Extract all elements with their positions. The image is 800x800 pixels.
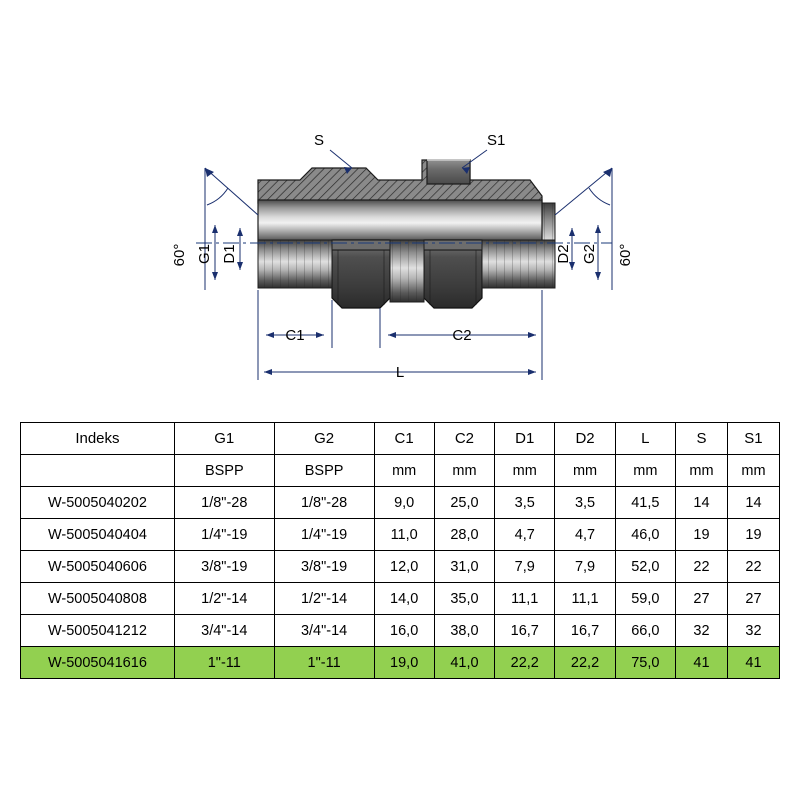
cell-d1: 16,7 [495, 615, 555, 647]
cell-d1: 3,5 [495, 487, 555, 519]
cell-d2: 4,7 [555, 519, 615, 551]
cell-d2: 16,7 [555, 615, 615, 647]
cell-s: 32 [675, 615, 727, 647]
label-angle-left: 60° [171, 243, 188, 267]
cell-s: 22 [675, 551, 727, 583]
nut-gap [390, 240, 424, 302]
table-row [21, 519, 780, 551]
angle-left-line-a [205, 168, 258, 215]
unit-cell-s1: mm [727, 455, 779, 487]
header-cell-g2: G2 [274, 423, 374, 455]
table-units-row [21, 455, 780, 487]
unit-cell-g1: BSPP [174, 455, 274, 487]
spec-table [20, 422, 780, 679]
header-cell-d1: D1 [495, 423, 555, 455]
unit-cell-g2: BSPP [274, 455, 374, 487]
cell-indeks: W-5005040404 [21, 519, 175, 551]
table-row [21, 583, 780, 615]
tab-s [312, 168, 366, 186]
unit-cell-indeks [21, 455, 175, 487]
cell-d2: 11,1 [555, 583, 615, 615]
cell-d1: 22,2 [495, 647, 555, 679]
cell-g2: 3/8"-19 [274, 551, 374, 583]
header-cell-l: L [615, 423, 675, 455]
cell-g1: 1/2"-14 [174, 583, 274, 615]
hex-nut-1 [332, 240, 390, 308]
cell-g2: 1/8"-28 [274, 487, 374, 519]
header-cell-indeks: Indeks [21, 423, 175, 455]
cell-s: 14 [675, 487, 727, 519]
leader-s1 [462, 150, 487, 168]
cell-s: 27 [675, 583, 727, 615]
hex-nut-2 [424, 240, 482, 308]
cell-c2: 35,0 [434, 583, 494, 615]
cell-d1: 11,1 [495, 583, 555, 615]
cell-c2: 28,0 [434, 519, 494, 551]
cell-g2: 1"-11 [274, 647, 374, 679]
cell-g1: 1"-11 [174, 647, 274, 679]
cell-l: 52,0 [615, 551, 675, 583]
cell-g2: 1/2"-14 [274, 583, 374, 615]
cell-s: 41 [675, 647, 727, 679]
cell-s1: 41 [727, 647, 779, 679]
header-cell-s1: S1 [727, 423, 779, 455]
spec-table-body [21, 423, 780, 679]
unit-cell-s: mm [675, 455, 727, 487]
label-g2: G2 [581, 243, 598, 265]
cell-indeks: W-5005040202 [21, 487, 175, 519]
cell-l: 66,0 [615, 615, 675, 647]
label-g1: G1 [196, 243, 213, 265]
cell-d2: 3,5 [555, 487, 615, 519]
cell-indeks: W-5005041212 [21, 615, 175, 647]
cell-d2: 22,2 [555, 647, 615, 679]
cell-c1: 19,0 [374, 647, 434, 679]
cell-s1: 27 [727, 583, 779, 615]
cell-indeks: W-5005040808 [21, 583, 175, 615]
cell-g1: 1/4"-19 [174, 519, 274, 551]
cell-c1: 9,0 [374, 487, 434, 519]
body-band [258, 200, 542, 244]
cell-c1: 12,0 [374, 551, 434, 583]
cell-c2: 41,0 [434, 647, 494, 679]
header-cell-c1: C1 [374, 423, 434, 455]
header-cell-c2: C2 [434, 423, 494, 455]
unit-cell-d1: mm [495, 455, 555, 487]
unit-cell-l: mm [615, 455, 675, 487]
spec-table-wrap [20, 422, 780, 679]
cell-c1: 11,0 [374, 519, 434, 551]
label-s: S [314, 132, 325, 149]
table-row-highlighted [21, 647, 780, 679]
cell-l: 46,0 [615, 519, 675, 551]
angle-right-arc [589, 188, 610, 205]
cell-s1: 32 [727, 615, 779, 647]
label-l: L [395, 364, 405, 381]
header-cell-d2: D2 [555, 423, 615, 455]
label-c1: C1 [285, 327, 305, 344]
cell-s: 19 [675, 519, 727, 551]
cell-d2: 7,9 [555, 551, 615, 583]
label-d1: D1 [221, 244, 238, 264]
label-c2: C2 [452, 327, 472, 344]
unit-cell-c2: mm [434, 455, 494, 487]
cell-c2: 25,0 [434, 487, 494, 519]
leader-s [330, 150, 352, 168]
tab-s1 [427, 160, 470, 184]
cell-c2: 31,0 [434, 551, 494, 583]
fitting-illustration [196, 160, 612, 308]
cell-g2: 1/4"-19 [274, 519, 374, 551]
cell-l: 59,0 [615, 583, 675, 615]
label-d2: D2 [555, 244, 572, 264]
cell-indeks: W-5005040606 [21, 551, 175, 583]
cell-s1: 19 [727, 519, 779, 551]
header-cell-s: S [675, 423, 727, 455]
cell-l: 75,0 [615, 647, 675, 679]
cell-g1: 3/4"-14 [174, 615, 274, 647]
cell-c2: 38,0 [434, 615, 494, 647]
cell-l: 41,5 [615, 487, 675, 519]
unit-cell-d2: mm [555, 455, 615, 487]
table-row [21, 551, 780, 583]
cell-c1: 16,0 [374, 615, 434, 647]
cell-g2: 3/4"-14 [274, 615, 374, 647]
cell-indeks: W-5005041616 [21, 647, 175, 679]
header-cell-g1: G1 [174, 423, 274, 455]
label-s1: S1 [487, 132, 506, 149]
cell-c1: 14,0 [374, 583, 434, 615]
cell-s1: 14 [727, 487, 779, 519]
cell-g1: 1/8"-28 [174, 487, 274, 519]
cell-s1: 22 [727, 551, 779, 583]
table-row [21, 615, 780, 647]
table-header-row [21, 423, 780, 455]
cell-d1: 4,7 [495, 519, 555, 551]
angle-left-arc [207, 188, 228, 205]
unit-cell-c1: mm [374, 455, 434, 487]
label-angle-right: 60° [617, 243, 634, 267]
cell-d1: 7,9 [495, 551, 555, 583]
cell-g1: 3/8"-19 [174, 551, 274, 583]
angle-right-line-a [555, 168, 612, 215]
table-row [21, 487, 780, 519]
